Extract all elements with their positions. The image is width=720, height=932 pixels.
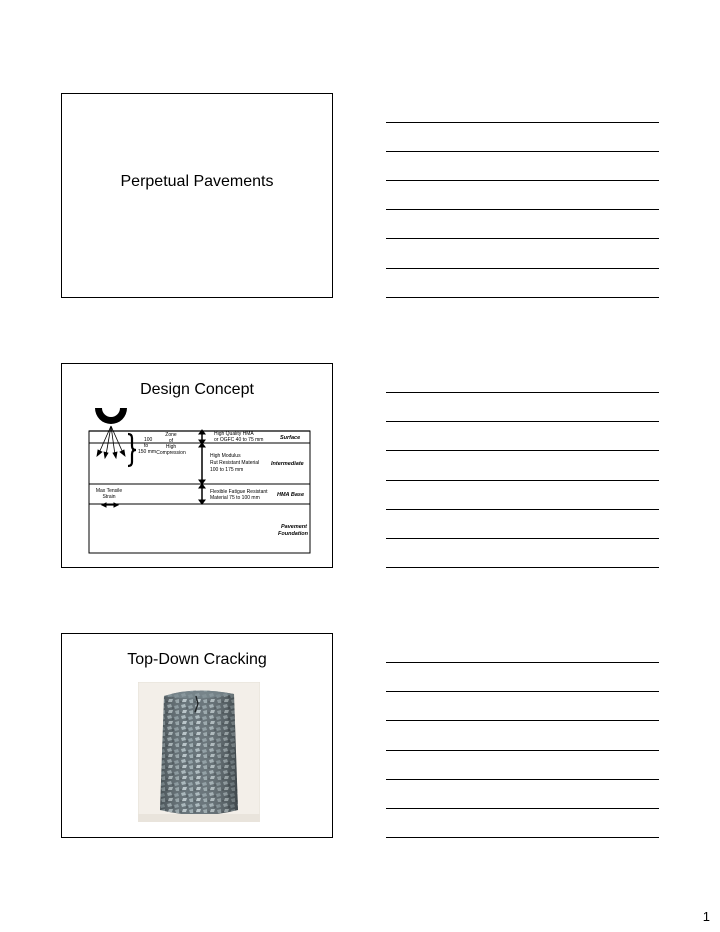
note-line[interactable] xyxy=(386,808,659,809)
note-line[interactable] xyxy=(386,662,659,663)
note-line[interactable] xyxy=(386,209,659,210)
note-line[interactable] xyxy=(386,538,659,539)
page-number: 1 xyxy=(702,909,710,924)
slide-3-title: Top-Down Cracking xyxy=(127,651,267,668)
tensile-text-1: Max Tensile xyxy=(95,488,123,494)
surface-desc-1: High Quality HMA xyxy=(214,431,254,437)
intermediate-label: Intermediate xyxy=(271,461,304,467)
inter-desc-3: 100 to 175 mm xyxy=(210,467,244,473)
slide-1-title: Perpetual Pavements xyxy=(120,173,274,190)
zone-text-3: High xyxy=(165,444,177,450)
note-line[interactable] xyxy=(386,297,659,298)
note-line[interactable] xyxy=(386,421,659,422)
slide-2-title: Design Concept xyxy=(140,381,254,398)
note-line[interactable] xyxy=(386,151,659,152)
note-line[interactable] xyxy=(386,837,659,838)
zone-text-4: Compression xyxy=(156,450,186,456)
note-line[interactable] xyxy=(386,720,659,721)
inter-desc-1: High Modulus xyxy=(210,453,241,459)
depth-bot: 150 mm xyxy=(138,449,157,455)
note-line[interactable] xyxy=(386,779,659,780)
slide-2 xyxy=(61,363,333,568)
zone-text-1: Zone xyxy=(165,432,177,438)
note-line[interactable] xyxy=(386,238,659,239)
note-line[interactable] xyxy=(386,180,659,181)
inter-desc-2: Rut Resistant Material xyxy=(210,460,260,466)
base-desc-1: Flexible Fatigue Resistant xyxy=(210,489,268,495)
slide-1 xyxy=(61,93,333,298)
zone-text-2: of xyxy=(168,438,174,444)
note-line[interactable] xyxy=(386,691,659,692)
hma-base-label: HMA Base xyxy=(277,492,304,498)
note-line[interactable] xyxy=(386,122,659,123)
wheel-icon xyxy=(95,408,127,424)
pavement-core-image xyxy=(138,682,260,822)
tensile-text-2: Strain xyxy=(102,494,116,500)
base-desc-2: Material 75 to 100 mm xyxy=(210,495,260,501)
note-line[interactable] xyxy=(386,750,659,751)
note-line[interactable] xyxy=(386,509,659,510)
note-line[interactable] xyxy=(386,268,659,269)
note-line[interactable] xyxy=(386,480,659,481)
depth-brace xyxy=(128,434,136,466)
foundation-text-1: Pavement xyxy=(281,524,307,530)
depth-mid: to xyxy=(144,443,149,449)
surface-desc-2: or OGFC 40 to 75 mm xyxy=(214,437,264,443)
foundation-text-2: Foundation xyxy=(278,531,308,537)
thickness-arrows xyxy=(199,430,205,504)
note-line[interactable] xyxy=(386,567,659,568)
depth-top: 100 xyxy=(144,437,153,443)
design-concept-diagram xyxy=(84,404,312,556)
slide-3 xyxy=(61,633,333,838)
note-line[interactable] xyxy=(386,392,659,393)
note-line[interactable] xyxy=(386,450,659,451)
surface-label: Surface xyxy=(280,435,301,441)
